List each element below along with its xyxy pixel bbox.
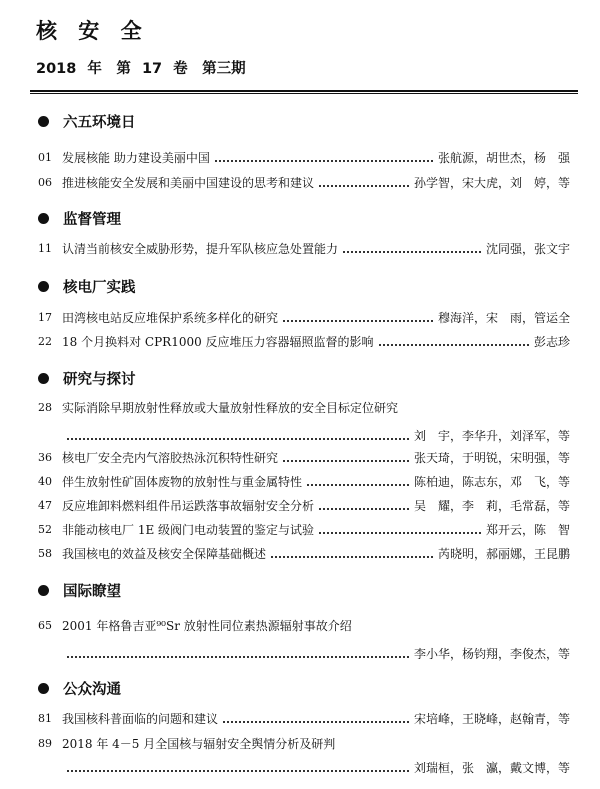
page-number: 11 <box>38 242 52 255</box>
toc-entry[interactable] <box>38 450 570 466</box>
page-number: 06 <box>38 176 52 189</box>
article-title: 田湾核电站反应堆保护系统多样化的研究 <box>62 311 279 325</box>
toc-entry[interactable] <box>38 711 570 727</box>
dot-leader <box>319 185 409 187</box>
page-number: 47 <box>38 499 52 512</box>
toc-entry[interactable] <box>38 546 570 562</box>
dot-leader <box>283 320 433 322</box>
toc-entry[interactable] <box>38 522 570 538</box>
toc-entry[interactable] <box>38 175 570 191</box>
article-authors: 张航源，胡世杰，杨 强 <box>437 151 570 165</box>
section-heading <box>38 276 136 297</box>
article-title: 2018 年 4－5 月全国核与辐射安全舆情分析及研判 <box>62 737 336 751</box>
journal-title: 核 安 全 <box>36 19 149 43</box>
article-title: 反应堆卸料燃料组件吊运跌落事故辐射安全分析 <box>62 499 315 513</box>
article-authors: 穆海洋，宋 雨，管运全 <box>437 311 570 325</box>
article-authors: 孙学智，宋大虎，刘 婷，等 <box>413 176 570 190</box>
bullet-icon <box>38 213 49 224</box>
dot-leader <box>319 532 481 534</box>
dot-leader <box>223 721 409 723</box>
section-heading <box>38 208 121 229</box>
section-heading <box>38 111 136 132</box>
header-rule-thick <box>30 90 578 92</box>
bullet-icon <box>38 373 49 384</box>
dot-leader <box>319 508 409 510</box>
section-title: 研究与探讨 <box>63 372 136 388</box>
article-title: 伴生放射性矿固体废物的放射性与重金属特性 <box>62 475 303 489</box>
article-authors: 郑开云，陈 智 <box>485 523 570 537</box>
page-number: 89 <box>38 737 52 750</box>
article-title: 我国核电的效益及核安全保障基础概述 <box>62 547 267 561</box>
toc-entry[interactable] <box>38 400 570 444</box>
page-number: 40 <box>38 475 52 488</box>
article-title: 核电厂安全壳内气溶胶热泳沉积特性研究 <box>62 451 279 465</box>
article-authors: 沈同强，张文宇 <box>485 242 570 256</box>
bullet-icon <box>38 116 49 127</box>
article-title: 非能动核电厂 1E 级阀门电动装置的鉴定与试验 <box>62 523 315 537</box>
article-authors: 张天琦，于明锐，宋明强，等 <box>413 451 570 465</box>
page-number: 22 <box>38 335 52 348</box>
article-authors: 陈柏迪，陈志东，邓 飞，等 <box>413 475 570 489</box>
article-authors: 芮晓明，郝丽娜，王昆鹏 <box>437 547 570 561</box>
section-heading <box>38 678 121 699</box>
toc-entry[interactable] <box>38 334 570 350</box>
article-title: 认清当前核安全威胁形势，提升军队核应急处置能力 <box>62 242 339 256</box>
dot-leader <box>67 438 409 440</box>
section-title: 六五环境日 <box>63 115 136 131</box>
article-title: 我国核科普面临的问题和建议 <box>62 712 219 726</box>
article-authors: 宋培峰，王晓峰，赵翰青，等 <box>413 712 570 726</box>
toc-entry[interactable] <box>38 498 570 514</box>
dot-leader <box>67 656 409 658</box>
article-authors: 吴 耀，李 莉，毛常磊，等 <box>413 499 570 513</box>
page-number: 52 <box>38 523 52 536</box>
article-title: 18 个月换料对 CPR1000 反应堆压力容器辐照监督的影响 <box>62 335 374 349</box>
article-title: 推进核能安全发展和美丽中国建设的思考和建议 <box>62 176 315 190</box>
header-rule-thin <box>30 93 578 94</box>
bullet-icon <box>38 585 49 596</box>
article-title: 实际消除早期放射性释放或大量放射性释放的安全目标定位研究 <box>62 401 399 415</box>
section-title: 国际瞭望 <box>63 584 121 600</box>
article-authors: 刘 宇，李华升，刘泽军，等 <box>413 429 570 443</box>
page-number: 58 <box>38 547 52 560</box>
toc-entry[interactable] <box>38 736 570 776</box>
page-number: 28 <box>38 401 52 414</box>
dot-leader <box>283 460 409 462</box>
dot-leader <box>343 251 481 253</box>
page-number: 65 <box>38 619 52 632</box>
toc-entry[interactable] <box>38 618 570 662</box>
page-number: 81 <box>38 712 52 725</box>
section-title: 核电厂实践 <box>63 280 136 296</box>
article-authors: 李小华，杨钧翔，李俊杰，等 <box>413 647 570 661</box>
toc-entry[interactable] <box>38 150 570 166</box>
issue-line: 2018 年 第 17 卷 第三期 <box>36 61 246 77</box>
section-title: 监督管理 <box>63 212 121 228</box>
article-authors: 彭志珍 <box>533 335 570 349</box>
page-number: 17 <box>38 311 52 324</box>
section-heading <box>38 368 136 389</box>
page-number: 36 <box>38 451 52 464</box>
bullet-icon <box>38 281 49 292</box>
article-title: 2001 年格鲁吉亚⁹⁰Sr 放射性同位素热源辐射事故介绍 <box>62 619 352 633</box>
bullet-icon <box>38 683 49 694</box>
dot-leader <box>67 770 409 772</box>
page-number: 01 <box>38 151 52 164</box>
dot-leader <box>379 344 529 346</box>
dot-leader <box>271 556 433 558</box>
section-heading <box>38 580 121 601</box>
dot-leader <box>307 484 409 486</box>
toc-entry[interactable] <box>38 241 570 257</box>
dot-leader <box>215 160 433 162</box>
toc-entry[interactable] <box>38 474 570 490</box>
section-title: 公众沟通 <box>63 682 121 698</box>
article-title: 发展核能 助力建设美丽中国 <box>62 151 210 165</box>
article-authors: 刘瑞桓，张 瀛，戴文博，等 <box>413 761 570 775</box>
toc-entry[interactable] <box>38 310 570 326</box>
